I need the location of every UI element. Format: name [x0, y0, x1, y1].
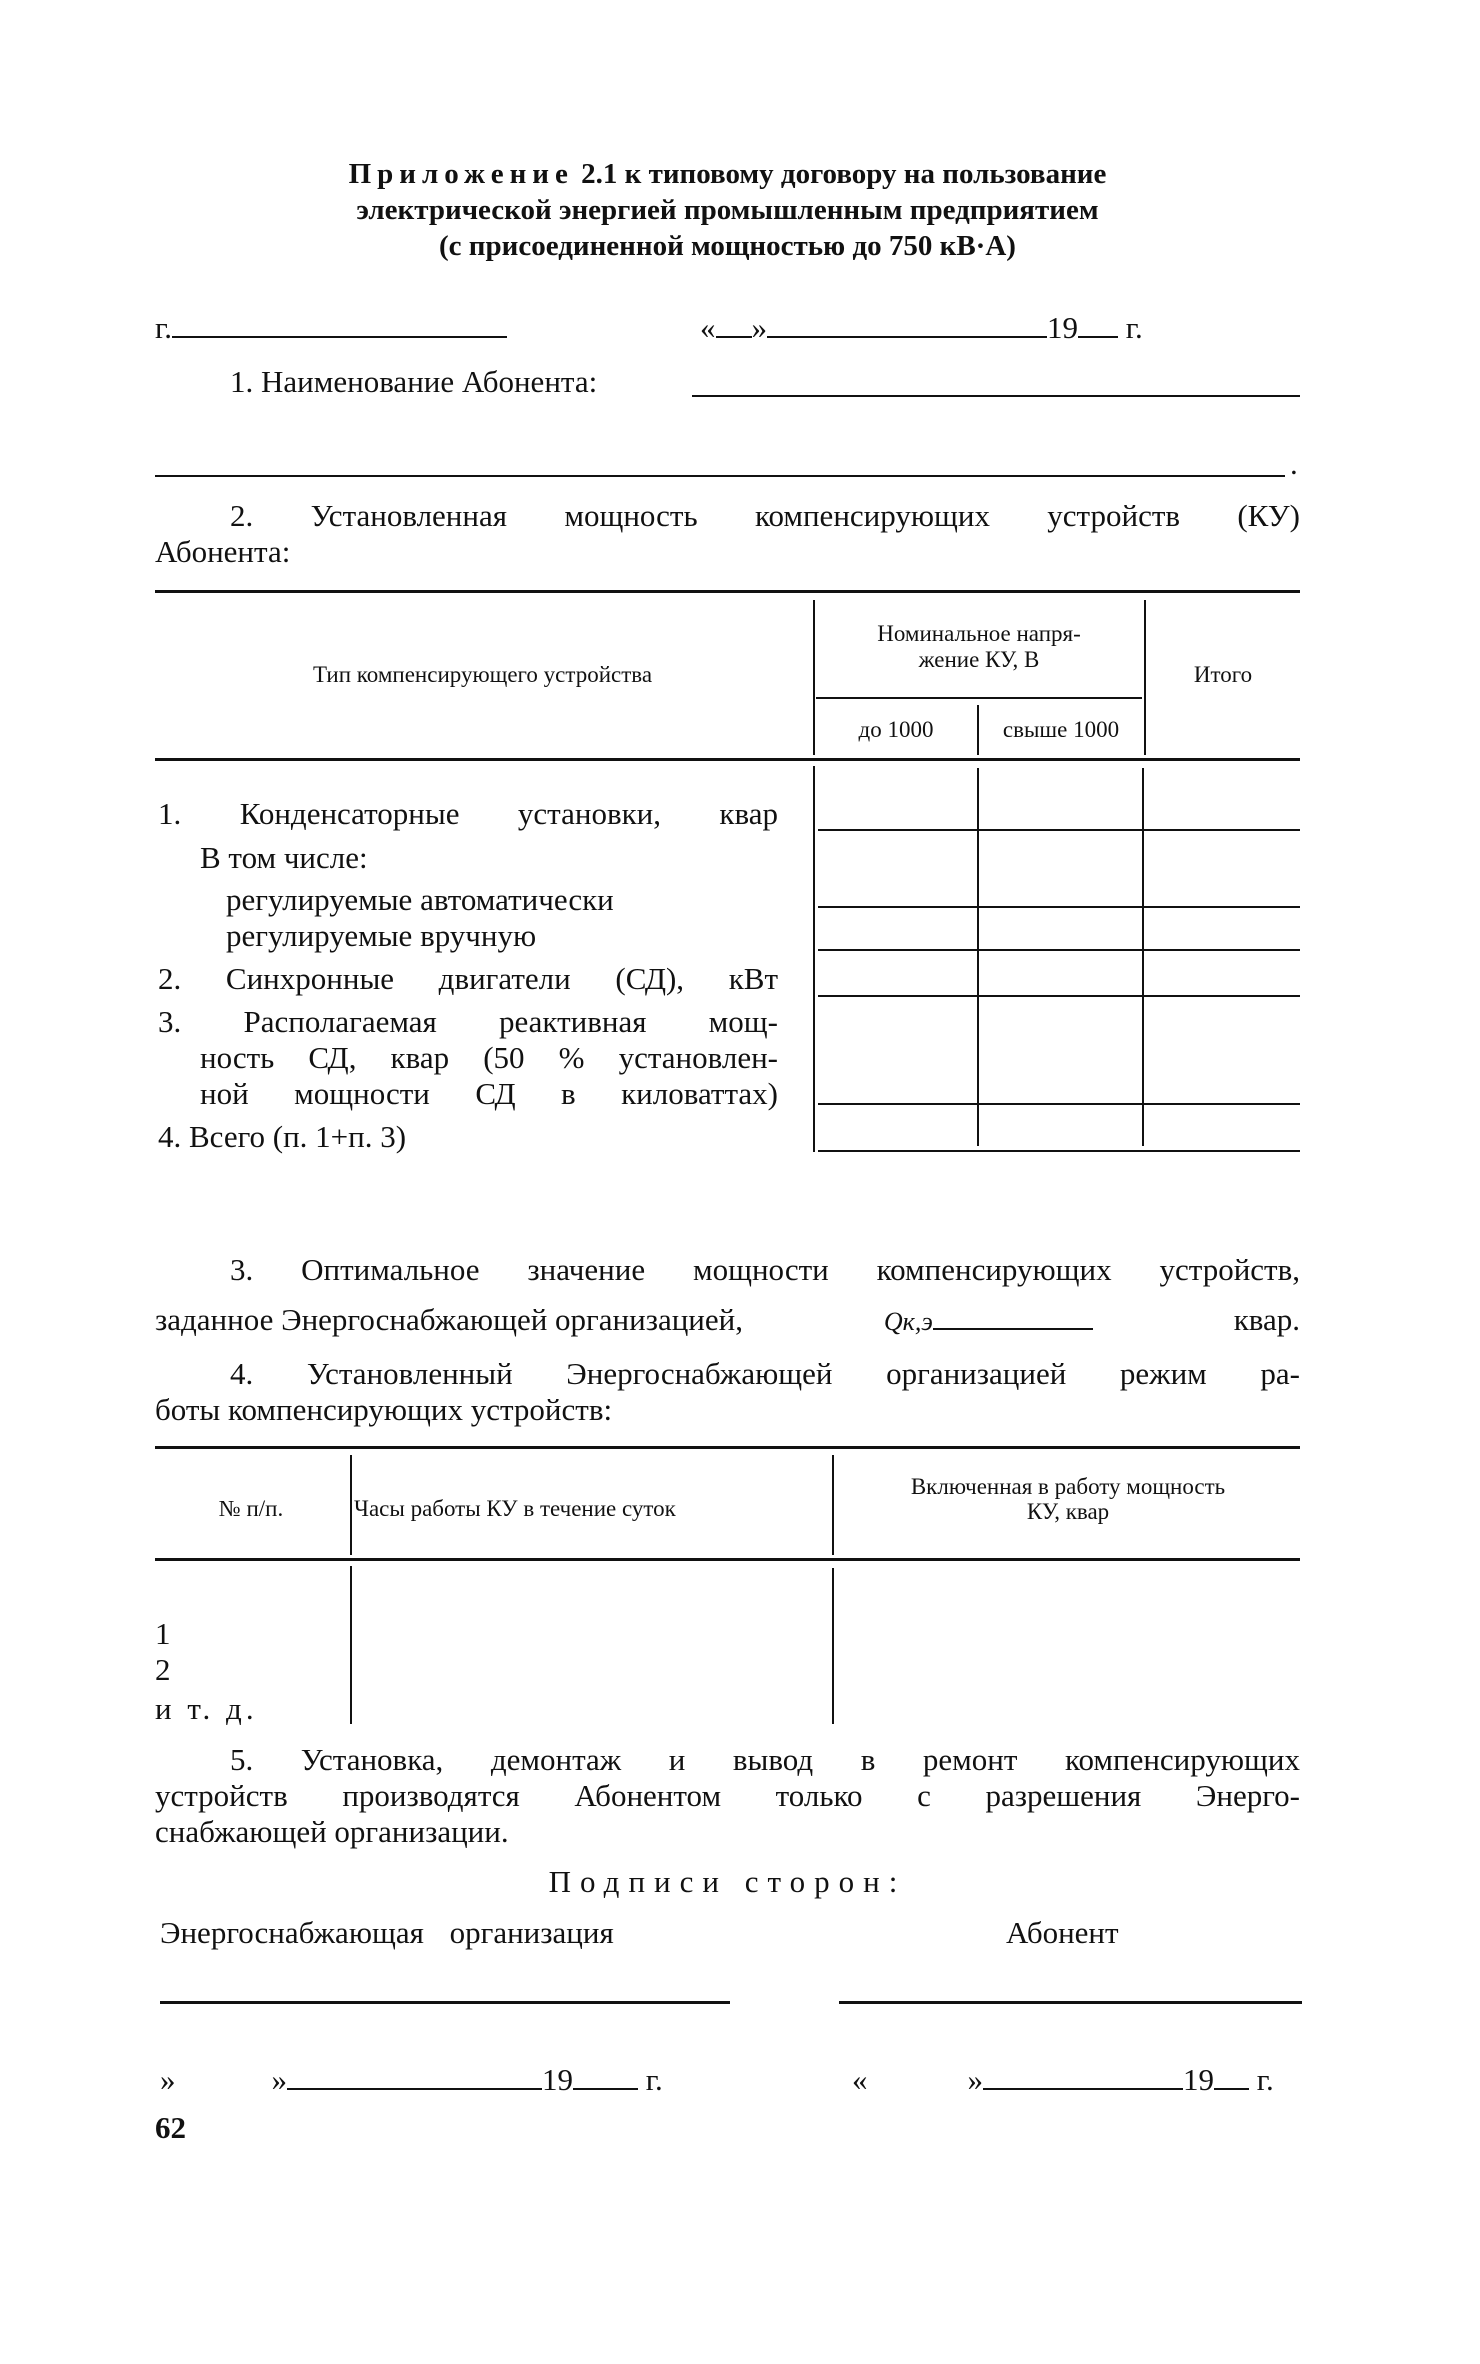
section-3-line-2 — [155, 1304, 1300, 1335]
right-date-quote-2: » — [967, 2062, 983, 2097]
title-appendix-word: Приложение — [348, 158, 574, 190]
section-1-label: 1. Наименование Абонента: — [230, 364, 598, 399]
col-number: № п/п. — [218, 1496, 284, 1521]
left-party-label: Энергоснабжающая организация — [160, 1915, 614, 1950]
section-3-text: заданное Энергоснабжающей организацией, — [155, 1302, 743, 1337]
subscriber-name-line-2[interactable] — [155, 475, 1285, 477]
right-date-year: 19 — [1183, 2062, 1214, 2097]
date-field[interactable] — [700, 312, 1143, 343]
right-party-label: Абонент — [1006, 1915, 1119, 1950]
q-symbol: Qк,э — [883, 1307, 933, 1336]
table1-cell-line[interactable] — [818, 995, 1300, 997]
page-number: 62 — [155, 2110, 186, 2145]
table1-row-2: 2. Синхронные двигатели (СД), кВт — [158, 961, 778, 996]
table1-cell-line[interactable] — [818, 949, 1300, 951]
table1-row-3b: ность СД, квар (50 % установлен- — [200, 1040, 778, 1075]
open-quote: « — [700, 310, 716, 345]
title-line-1-rest: 2.1 к типовому договору на пользование — [581, 158, 1107, 190]
table1-row-manual: регулируемые вручную — [226, 918, 537, 953]
section-4-line-2: боты компенсирующих устройств: — [155, 1392, 613, 1427]
title-line-2: электрической энергией промышленным предприятием — [356, 194, 1099, 226]
table1-row-auto: регулируемые автоматически — [226, 882, 614, 917]
col-power-line-2: КУ, квар — [1026, 1499, 1110, 1524]
table2-row-etc: и т. д. — [155, 1691, 258, 1726]
subscriber-name-line-1[interactable] — [692, 395, 1300, 397]
end-dot: . — [1290, 446, 1298, 481]
table1-cell-line[interactable] — [818, 906, 1300, 908]
left-date-field[interactable] — [160, 2064, 663, 2095]
table1-cell-line[interactable] — [818, 829, 1300, 831]
col-hours: Часы работы КУ в течение суток — [354, 1496, 676, 1521]
year-suffix: г. — [1125, 310, 1143, 345]
signatures-heading: Подписи сторон: — [548, 1864, 907, 1899]
table2-row-2: 2 — [155, 1652, 171, 1687]
section-3-line-1: 3. Оптимальное значение мощности компенсирующих устройств, — [230, 1252, 1300, 1287]
col-voltage-line-2: жение КУ, В — [918, 647, 1040, 672]
col-above-1000: свыше 1000 — [1002, 717, 1120, 742]
table1-row-3a: 3. Располагаемая реактивная мощ- — [158, 1004, 778, 1039]
left-date-quote-1: » — [160, 2062, 176, 2097]
section-2-line-1: 2. Установленная мощность компенсирующих устройств (КУ) — [230, 498, 1300, 533]
title-line-1 — [155, 160, 1300, 189]
left-signature-line[interactable] — [160, 2001, 730, 2004]
table2-top-rule — [155, 1446, 1300, 1449]
section-5-line-3: снабжающей организации. — [155, 1814, 509, 1849]
table1-header-rule — [155, 758, 1300, 761]
section-4-line-1: 4. Установленный Энергоснабжающей организацией режим ра- — [230, 1356, 1300, 1391]
year-prefix: 19 — [1047, 310, 1078, 345]
col-voltage-line-1: Номинальное напря- — [877, 621, 1081, 646]
table1-row-4: 4. Всего (п. 1+п. 3) — [158, 1119, 407, 1154]
table2-header-rule — [155, 1558, 1300, 1561]
col-upto-1000: до 1000 — [858, 717, 934, 742]
table1-top-rule — [155, 590, 1300, 593]
section-5-line-1: 5. Установка, демонтаж и вывод в ремонт компенсирующих — [230, 1742, 1300, 1777]
table1-row-3c: ной мощности СД в киловаттах) — [200, 1076, 778, 1111]
section-5-line-2: устройств производятся Абонентом только с разрешения Энерго- — [155, 1778, 1300, 1813]
left-date-quote-2: » — [271, 2062, 287, 2097]
city-prefix: г. — [155, 310, 172, 345]
section-2-line-2: Абонента: — [155, 534, 291, 569]
table1-row-1: 1. Конденсаторные установки, квар — [158, 796, 778, 831]
table2-row-1: 1 — [155, 1616, 171, 1651]
col-device-type: Тип компенсирующего устройства — [312, 662, 653, 687]
optimal-power-field[interactable] — [884, 1304, 1093, 1335]
table1-cell-line[interactable] — [818, 1103, 1300, 1105]
unit-kvar: квар. — [1233, 1302, 1300, 1337]
title-line-3: (с присоединенной мощностью до 750 кВ·А) — [439, 230, 1016, 262]
close-quote: » — [751, 310, 767, 345]
left-date-year: 19 — [542, 2062, 573, 2097]
right-signature-line[interactable] — [839, 2001, 1302, 2004]
right-date-field[interactable] — [852, 2064, 1274, 2095]
table1-row-including: В том числе: — [200, 840, 368, 875]
right-date-suffix: г. — [1256, 2062, 1274, 2097]
col-total: Итого — [1193, 662, 1253, 687]
col-power-line-1: Включенная в работу мощность — [910, 1474, 1226, 1499]
right-date-quote-1: « — [852, 2062, 868, 2097]
table1-cell-line[interactable] — [818, 1150, 1300, 1152]
city-field[interactable] — [155, 312, 507, 343]
left-date-suffix: г. — [645, 2062, 663, 2097]
table1-voltage-subrule — [816, 697, 1142, 699]
